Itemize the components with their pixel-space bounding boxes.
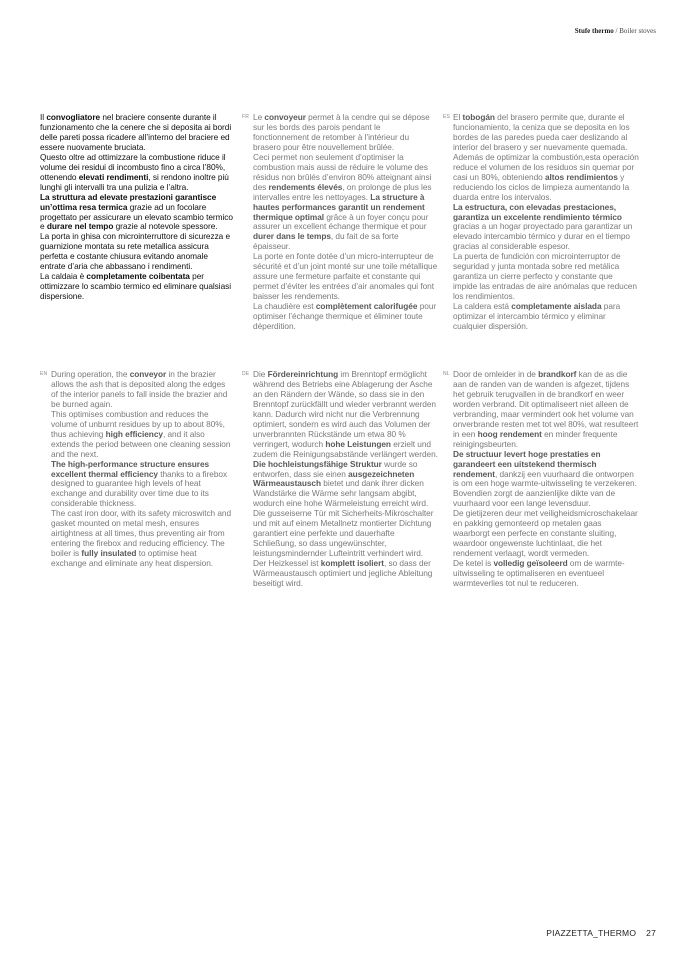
bold-text: elevati rendimenti xyxy=(78,171,149,182)
paragraph xyxy=(253,252,438,302)
paragraph xyxy=(40,153,235,193)
bold-text: convoyeur xyxy=(264,112,306,122)
bold-text: La struttura ad elevate prestazioni garantisce un’ottima resa termica xyxy=(40,191,217,212)
paragraph xyxy=(51,370,234,410)
bold-text: completamente aislada xyxy=(511,301,602,312)
text-run: pour optimiser l’échange thermique et éliminer toute déperdition. xyxy=(253,301,437,332)
text-run: La caldera está xyxy=(453,301,512,312)
lang-label-es: ES xyxy=(443,114,451,120)
bold-text: volledig geïsoleerd xyxy=(493,558,568,569)
text-block-nl xyxy=(453,370,639,589)
paragraph xyxy=(40,113,235,153)
lang-label-fr: FR xyxy=(242,114,250,120)
paragraph xyxy=(453,509,639,559)
text-run: La porte en fonte dotée d’un micro-interrupteur de sécurité et d’un joint monté sur une toile métallique assure une fermeture parfaite et constante qui permet d’éviter les entrées d’air anomales qui font baisser les rendements. xyxy=(253,251,438,302)
bold-text: hoog rendement xyxy=(477,428,542,439)
bold-text: durare nel tempo xyxy=(46,221,114,232)
text-run: Le xyxy=(253,112,265,122)
bold-text: The high-performance structure ensures excellent thermal efficiency xyxy=(51,458,210,479)
bold-text: La estructura, con elevadas prestaciones, garantiza un excelente rendimiento térmico xyxy=(453,201,622,222)
text-run: , on prolonge de plus les intervalles entre les nettoyages. xyxy=(253,181,432,202)
text-run: Die xyxy=(253,369,268,379)
bold-text: tobogán xyxy=(462,112,495,122)
bold-text: complètement calorifugée xyxy=(315,301,418,312)
text-run: Ceci permet non seulement d’optimiser la combustion mais aussi de réduire le volume des résidus non brûlés d’environ 80% atteignant ainsi des xyxy=(253,151,432,192)
paragraph xyxy=(453,113,639,203)
paragraph xyxy=(40,232,235,272)
paragraph xyxy=(253,460,439,510)
text-run: , and it also extends the period between one cleaning session and the next. xyxy=(51,428,231,459)
text-run: De ketel is xyxy=(453,558,494,569)
page-header xyxy=(575,27,656,35)
paragraph xyxy=(253,113,438,153)
page-number: 27 xyxy=(646,928,656,938)
text-run: to optimise heat exchange and eliminate any heat dispersion. xyxy=(51,548,214,569)
text-run: per ottimizzare lo scambio termico ed eliminare qualsiasi dispersione. xyxy=(40,271,232,302)
bold-text: completamente coibentata xyxy=(86,271,190,282)
text-run: , dankzij een vuurhaard die ontworpen is om een hoge warmte-uitwisseling te verzekeren. xyxy=(453,468,637,489)
text-run: The cast iron door, with its safety microswitch and gasket mounted on metal mesh, ensures airtightness at all times, thus preventing air from entering the firebox and reducing efficiency. The boiler is xyxy=(51,508,232,559)
bold-text: komplett isoliert xyxy=(320,558,384,569)
text-run: grazie ad un focolare progettato per assicurare un elevato scambio termico e xyxy=(40,201,233,232)
paragraph xyxy=(253,153,438,253)
text-run: erzielt und zudem die Reinigungsabstände verlängert werden. xyxy=(253,438,438,459)
lang-label-de: DE xyxy=(242,371,250,377)
text-run: Questo oltre ad ottimizzare la combustione riduce il volume dei residui di incombusto fino a circa l’80%, ottenendo xyxy=(40,151,226,182)
footer-brand: PIAZZETTA_THERMO xyxy=(546,928,637,938)
bold-text: ausgezeichneten Wärmeaustausch xyxy=(253,468,415,489)
text-run: Der Heizkessel ist xyxy=(253,558,321,569)
text-block-it xyxy=(40,113,235,302)
text-run: , si rendono inoltre più lunghi gli intervalli tra una pulizia e l’altra. xyxy=(40,171,229,192)
text-run: During operation, the xyxy=(51,369,130,379)
paragraph xyxy=(253,370,439,460)
paragraph xyxy=(253,559,439,589)
paragraph xyxy=(51,410,234,460)
text-run: gracias a un hogar proyectado para garantizar un elevado intercambio térmico y durar en el tiempo gracias al considerable espesor. xyxy=(453,221,633,252)
bold-text: De structuur levert hoge prestaties en garandeert een uitstekend thermisch rendement xyxy=(453,448,601,479)
header-subtitle: Boiler stoves xyxy=(619,27,656,35)
text-run: grâce à un foyer conçu pour assurer un excellent échange thermique et pour xyxy=(253,211,429,232)
text-run: De gietijzeren deur met veiligheidsmicroschakelaar en pakking gemonteerd op metalen gaas waarborgt een perfecte en constante sluiting, waardoor ongewenste luchtinlaat, die het rendement verlaagt, wordt vermeden. xyxy=(453,508,638,559)
header-brand: Stufe thermo xyxy=(574,27,614,35)
text-run: del brasero permite que, durante el funcionamiento, la ceniza que se deposita en los bordes de las paredes pueda caer deslizando al interior del brasero y ser nuevamente quemada. Además de optimizar la combustión,esta operación reduce el volumen de los residuos sin quemar por casi un 80%, obteniendo xyxy=(453,112,639,182)
bold-text: rendements élevés xyxy=(268,181,343,192)
text-run: y reduciendo los ciclos de limpieza aumentando la duarda entre los intervalos. xyxy=(453,171,630,202)
text-block-fr xyxy=(253,113,438,332)
text-run: Bovendien zorgt de aanzienlijke dikte van de vuurhaard voor een lange levensduur. xyxy=(453,488,616,509)
paragraph xyxy=(453,489,639,509)
text-run: om de warmte-uitwisseling te optimaliseren en eventueel warmteverlies tot nul te reduceren. xyxy=(453,558,625,589)
text-run: im Brenntopf ermöglicht während des Betriebs eine Ablagerung der Asche an den Rändern der Wände, so dass sie in den Brenntopf zurückfällt und wieder verbrannt werden kann. Dadurch wird nicht nur die Verbrennung optimiert, sondern es wird auch das Volumen der unverbrannten Rückstände um etwa 80 % verringert, wodurch xyxy=(253,369,436,449)
bold-text: convogliatore xyxy=(46,112,101,122)
paragraph xyxy=(453,252,639,302)
text-run: , du fait de sa forte épaisseur. xyxy=(253,231,399,252)
text-run: , so dass der Wärmeaustausch optimiert und jegliche Ableitung beseitigt wird. xyxy=(253,558,433,589)
paragraph xyxy=(51,460,234,510)
text-run: permet à la cendre qui se dépose sur les bords des parois pendant le fonctionnement de retomber à l’intérieur du brasero pour être nouvellement brûlée. xyxy=(253,112,430,152)
text-block-de xyxy=(253,370,439,589)
paragraph xyxy=(453,450,639,490)
text-run: La porta in ghisa con microinterruttore di sicurezza e guarnizione montata su rete metallica assicura perfetta e costante chiusura evitando anomale entrate d’aria che abbassano i rendimenti. xyxy=(40,231,231,272)
text-run: La chaudière est xyxy=(253,301,316,312)
bold-text: brandkorf xyxy=(538,369,577,379)
text-run: para optimizar el intercambio térmico y eliminar cualquier dispersión. xyxy=(453,301,621,332)
bold-text: hohe Leistungen xyxy=(325,438,391,449)
paragraph xyxy=(453,203,639,253)
text-run: Il xyxy=(40,112,47,122)
text-run: Die gusseiserne Tür mit Sicherheits-Mikroschalter und mit auf einem Metallnetz montierter Dichtung garantiert eine perfekte und dauerhafte Schließung, so dass ungewünschter, leistungsmindernder Lufteintritt verhindert wird. xyxy=(253,508,434,559)
bold-text: durer dans le temps xyxy=(253,231,331,242)
paragraph xyxy=(453,559,639,589)
text-run: wurde so entworfen, dass sie einen xyxy=(253,458,418,479)
paragraph xyxy=(453,370,639,450)
text-run: nel braciere consente durante il funzionamento che la cenere che si deposita ai bordi delle pareti possa ricadere all’interno del braciere ed essere nuovamente bruciata. xyxy=(40,112,232,152)
bold-text: high efficiency xyxy=(105,428,163,439)
text-run: in the brazier allows the ash that is deposited along the edges of the interior panels to fall inside the brazier and be burned again. xyxy=(51,369,228,409)
bold-text: La structure à hautes performances garantit un rendement thermique optimal xyxy=(253,191,425,222)
lang-label-en: EN xyxy=(40,371,48,377)
text-run: El xyxy=(453,112,463,122)
paragraph xyxy=(453,302,639,332)
text-run: grazie al notevole spessore. xyxy=(113,221,218,232)
bold-text: altos rendimientos xyxy=(544,171,618,182)
paragraph xyxy=(40,193,235,233)
bold-text: fully insulated xyxy=(81,548,137,559)
text-block-en xyxy=(51,370,234,569)
header-separator: / xyxy=(613,27,620,35)
paragraph xyxy=(253,509,439,559)
bold-text: Fördereinrichtung xyxy=(267,369,339,379)
paragraph xyxy=(253,302,438,332)
paragraph xyxy=(40,272,235,302)
text-block-es xyxy=(453,113,639,332)
bold-text: conveyor xyxy=(129,369,167,379)
bold-text: Die hochleistungsfähige Struktur xyxy=(253,458,382,469)
text-run: en minder frequente reinigingsbeurten. xyxy=(453,428,618,449)
text-run: bietet und dank ihrer dicken Wandstärke die Wärme sehr langsam abgibt, wodurch eine hohe Wärmeleistung erreicht wird. xyxy=(253,478,429,509)
text-run: thanks to a firebox designed to guarantee high levels of heat exchange and durability over time due to its considerable thickness. xyxy=(51,468,228,509)
page-footer xyxy=(546,928,656,938)
lang-label-nl: NL xyxy=(443,371,450,377)
paragraph xyxy=(51,509,234,569)
text-run: This optimises combustion and reduces the volume of unburnt residues by up to about 80%, thus achieving xyxy=(51,408,225,439)
text-run: kan de as die aan de randen van de wanden is afgezet, tijdens het gebruik terugvallen in de brandkorf en weer worden verbrand. Dit optimaliseert niet alleen de verbranding, maar vermindert ook het volume van onverbrande resten met tot wel 80%, wat resulteert in een xyxy=(453,369,639,439)
text-run: La puerta de fundición con microinterruptor de seguridad y junta montada sobre red metálica garantiza un cierre perfecto y constante que impide las entradas de aire anómalas que reducen los rendimientos. xyxy=(453,251,637,302)
text-run: Door de omleider in de xyxy=(453,369,539,379)
text-run: La caldaia è xyxy=(40,271,87,282)
